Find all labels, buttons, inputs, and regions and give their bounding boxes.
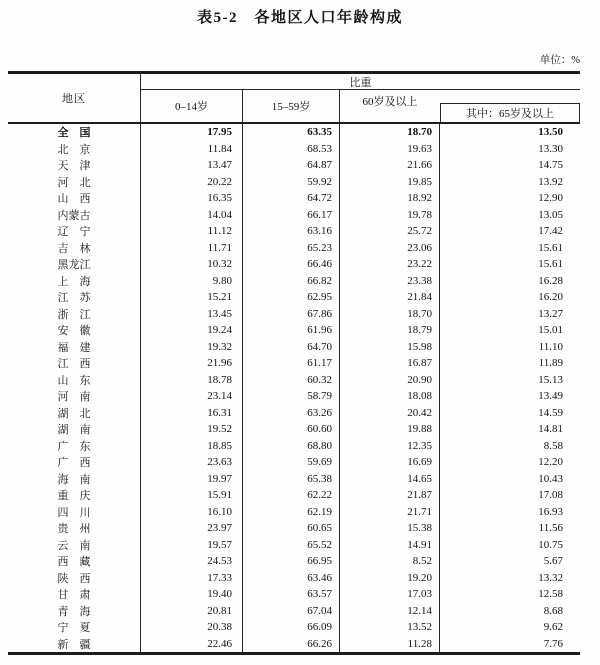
value-cell: 11.89 bbox=[538, 357, 563, 370]
value-cell: 66.17 bbox=[243, 207, 340, 224]
value-cell: 25.72 bbox=[340, 223, 440, 240]
region-name: 辽 宁 bbox=[57, 226, 91, 239]
value-cell: 15.91 bbox=[141, 487, 243, 504]
value-cell: 21.84 bbox=[340, 289, 440, 306]
table-row bbox=[8, 190, 580, 207]
value-cell: 62.95 bbox=[243, 289, 340, 306]
value-cell: 19.63 bbox=[340, 141, 440, 158]
value-cell: 61.96 bbox=[243, 322, 340, 339]
value-cell: 16.87 bbox=[340, 355, 440, 372]
region-cell bbox=[8, 636, 141, 653]
region-cell bbox=[8, 240, 141, 257]
region-name: 贵 州 bbox=[57, 523, 91, 536]
region-cell bbox=[8, 306, 141, 323]
table-row bbox=[8, 603, 580, 620]
table-row bbox=[8, 273, 580, 290]
value-cell: 20.81 bbox=[141, 603, 243, 620]
value-cell: 12.35 bbox=[340, 438, 440, 455]
region-cell bbox=[8, 289, 141, 306]
value-cell: 10.75 bbox=[538, 538, 563, 551]
header-cell-65-plus-wrap bbox=[440, 90, 580, 122]
proportion-group-cell: 比重 bbox=[141, 74, 580, 90]
region-name: 浙 江 bbox=[57, 308, 91, 321]
region-cell bbox=[8, 157, 141, 174]
value-cell: 19.78 bbox=[340, 207, 440, 224]
value-cell: 16.20 bbox=[538, 291, 563, 304]
value-cell: 13.49 bbox=[538, 390, 563, 403]
region-cell bbox=[8, 471, 141, 488]
value-cell: 19.40 bbox=[141, 586, 243, 603]
region-cell bbox=[8, 273, 141, 290]
value-cell: 63.16 bbox=[243, 223, 340, 240]
value-cell: 12.58 bbox=[538, 588, 563, 601]
value-cell: 66.26 bbox=[243, 636, 340, 653]
value-cell: 20.22 bbox=[141, 174, 243, 191]
value-cell: 68.53 bbox=[243, 141, 340, 158]
value-cell: 12.20 bbox=[538, 456, 563, 469]
value-cell: 9.80 bbox=[141, 273, 243, 290]
region-name: 山 西 bbox=[57, 193, 91, 206]
value-cell: 11.10 bbox=[538, 340, 563, 353]
value-cell: 10.32 bbox=[141, 256, 243, 273]
unit-label: 单位：% bbox=[539, 55, 580, 66]
value-cell: 8.58 bbox=[543, 439, 563, 452]
value-cell: 5.67 bbox=[543, 555, 563, 568]
value-cell: 23.97 bbox=[141, 520, 243, 537]
value-cell: 11.12 bbox=[141, 223, 243, 240]
value-cell: 18.70 bbox=[340, 124, 440, 141]
header-cell-65-plus: 其中：65岁及以上 bbox=[440, 103, 580, 122]
value-cell: 18.92 bbox=[340, 190, 440, 207]
value-cell: 20.42 bbox=[340, 405, 440, 422]
value-cell: 16.10 bbox=[141, 504, 243, 521]
region-cell bbox=[8, 504, 141, 521]
region-name: 山 东 bbox=[57, 374, 91, 387]
region-cell bbox=[8, 405, 141, 422]
region-cell bbox=[8, 570, 141, 587]
value-cell: 14.65 bbox=[340, 471, 440, 488]
value-cell: 63.46 bbox=[243, 570, 340, 587]
value-cell: 16.35 bbox=[141, 190, 243, 207]
value-cell: 19.24 bbox=[141, 322, 243, 339]
value-cell: 21.71 bbox=[340, 504, 440, 521]
region-name: 河 北 bbox=[57, 176, 91, 189]
value-cell: 23.38 bbox=[340, 273, 440, 290]
value-cell: 23.22 bbox=[340, 256, 440, 273]
region-name: 陕 西 bbox=[57, 572, 91, 585]
header-cell-15-59: 15–59岁 bbox=[243, 90, 340, 122]
region-name: 福 建 bbox=[57, 341, 91, 354]
table-row bbox=[8, 586, 580, 603]
value-cell: 7.76 bbox=[543, 637, 563, 650]
region-name: 天 津 bbox=[57, 160, 91, 173]
region-name: 江 苏 bbox=[57, 292, 91, 305]
value-cell: 14.75 bbox=[538, 159, 563, 172]
region-name: 北 京 bbox=[57, 143, 91, 156]
value-cell: 15.98 bbox=[340, 339, 440, 356]
value-cell: 11.56 bbox=[538, 522, 563, 535]
region-name: 吉 林 bbox=[57, 242, 91, 255]
table-row bbox=[8, 537, 580, 554]
region-cell bbox=[8, 141, 141, 158]
value-cell: 58.79 bbox=[243, 388, 340, 405]
value-cell: 62.19 bbox=[243, 504, 340, 521]
value-cell: 64.87 bbox=[243, 157, 340, 174]
region-cell bbox=[8, 586, 141, 603]
value-cell: 15.61 bbox=[538, 241, 563, 254]
value-cell: 66.95 bbox=[243, 553, 340, 570]
table-row bbox=[8, 570, 580, 587]
value-cell: 12.14 bbox=[340, 603, 440, 620]
region-cell bbox=[8, 322, 141, 339]
value-cell: 16.93 bbox=[538, 505, 563, 518]
value-cell: 60.32 bbox=[243, 372, 340, 389]
value-cell: 19.20 bbox=[340, 570, 440, 587]
value-cell: 14.04 bbox=[141, 207, 243, 224]
region-cell bbox=[8, 421, 141, 438]
region-name: 甘 肃 bbox=[57, 589, 91, 602]
region-cell bbox=[8, 355, 141, 372]
region-cell bbox=[8, 619, 141, 636]
table-row bbox=[8, 256, 580, 273]
table-row bbox=[8, 355, 580, 372]
value-cell: 15.38 bbox=[340, 520, 440, 537]
table-row bbox=[8, 454, 580, 471]
page-title: 表5-2 各地区人口年龄构成 bbox=[197, 10, 403, 26]
region-cell bbox=[8, 372, 141, 389]
region-cell bbox=[8, 124, 141, 141]
value-cell: 66.09 bbox=[243, 619, 340, 636]
region-header-cell: 地区 bbox=[8, 74, 141, 122]
value-cell: 13.30 bbox=[538, 142, 563, 155]
table-row bbox=[8, 520, 580, 537]
header-cell-60-plus: 60岁及以上 bbox=[362, 96, 418, 108]
region-name: 全 国 bbox=[57, 127, 91, 140]
value-cell: 8.52 bbox=[340, 553, 440, 570]
value-cell: 15.21 bbox=[141, 289, 243, 306]
value-cell: 18.08 bbox=[340, 388, 440, 405]
region-cell bbox=[8, 256, 141, 273]
value-cell: 19.85 bbox=[340, 174, 440, 191]
value-cell: 11.71 bbox=[141, 240, 243, 257]
value-cell: 20.90 bbox=[340, 372, 440, 389]
value-cell: 17.03 bbox=[340, 586, 440, 603]
region-cell bbox=[8, 223, 141, 240]
table-row bbox=[8, 421, 580, 438]
value-cell: 15.13 bbox=[538, 373, 563, 386]
region-cell bbox=[8, 388, 141, 405]
table-row bbox=[8, 289, 580, 306]
value-cell: 13.27 bbox=[538, 307, 563, 320]
value-cell: 18.78 bbox=[141, 372, 243, 389]
value-cell: 23.63 bbox=[141, 454, 243, 471]
value-cell: 21.96 bbox=[141, 355, 243, 372]
table-row bbox=[8, 240, 580, 257]
value-cell: 65.38 bbox=[243, 471, 340, 488]
region-name: 四 川 bbox=[57, 506, 91, 519]
table-row bbox=[8, 405, 580, 422]
table-row bbox=[8, 322, 580, 339]
value-cell: 18.85 bbox=[141, 438, 243, 455]
value-cell: 18.70 bbox=[340, 306, 440, 323]
region-cell bbox=[8, 487, 141, 504]
value-cell: 13.50 bbox=[538, 126, 563, 139]
region-cell bbox=[8, 174, 141, 191]
proportion-header-group bbox=[141, 74, 580, 122]
region-name: 云 南 bbox=[57, 539, 91, 552]
value-cell: 23.14 bbox=[141, 388, 243, 405]
value-cell: 11.28 bbox=[340, 636, 440, 653]
value-cell: 18.79 bbox=[340, 322, 440, 339]
value-cell: 67.86 bbox=[243, 306, 340, 323]
value-cell: 17.33 bbox=[141, 570, 243, 587]
region-name: 宁 夏 bbox=[57, 622, 91, 635]
region-name: 湖 北 bbox=[57, 407, 91, 420]
table-row bbox=[8, 306, 580, 323]
table-row bbox=[8, 553, 580, 570]
value-cell: 66.46 bbox=[243, 256, 340, 273]
table-row bbox=[8, 174, 580, 191]
region-name: 内蒙古 bbox=[57, 209, 91, 222]
region-cell bbox=[8, 537, 141, 554]
region-name: 江 西 bbox=[57, 358, 91, 371]
value-cell: 14.59 bbox=[538, 406, 563, 419]
value-cell: 60.65 bbox=[243, 520, 340, 537]
value-cell: 12.90 bbox=[538, 192, 563, 205]
region-cell bbox=[8, 454, 141, 471]
table-header bbox=[8, 74, 580, 124]
value-cell: 21.87 bbox=[340, 487, 440, 504]
region-name: 安 徽 bbox=[57, 325, 91, 338]
region-cell bbox=[8, 339, 141, 356]
value-cell: 17.42 bbox=[538, 225, 563, 238]
value-cell: 19.88 bbox=[340, 421, 440, 438]
value-cell: 21.66 bbox=[340, 157, 440, 174]
value-cell: 17.08 bbox=[538, 489, 563, 502]
value-cell: 65.23 bbox=[243, 240, 340, 257]
value-cell: 13.47 bbox=[141, 157, 243, 174]
value-cell: 9.62 bbox=[543, 621, 563, 634]
table-row bbox=[8, 388, 580, 405]
region-name: 河 南 bbox=[57, 391, 91, 404]
value-cell: 61.17 bbox=[243, 355, 340, 372]
value-cell: 15.01 bbox=[538, 324, 563, 337]
value-cell: 66.82 bbox=[243, 273, 340, 290]
table-row bbox=[8, 223, 580, 240]
value-cell: 15.61 bbox=[538, 258, 563, 271]
value-cell: 20.38 bbox=[141, 619, 243, 636]
table-row bbox=[8, 438, 580, 455]
value-cell: 65.52 bbox=[243, 537, 340, 554]
value-cell: 22.46 bbox=[141, 636, 243, 653]
table-row bbox=[8, 141, 580, 158]
value-cell: 13.05 bbox=[538, 208, 563, 221]
value-cell: 64.72 bbox=[243, 190, 340, 207]
region-cell bbox=[8, 190, 141, 207]
value-cell: 24.53 bbox=[141, 553, 243, 570]
value-cell: 13.92 bbox=[538, 175, 563, 188]
value-cell: 16.28 bbox=[538, 274, 563, 287]
table-body bbox=[8, 124, 580, 652]
table-row bbox=[8, 372, 580, 389]
table-row bbox=[8, 339, 580, 356]
value-cell: 62.22 bbox=[243, 487, 340, 504]
table-row bbox=[8, 124, 580, 141]
region-name: 海 南 bbox=[57, 473, 91, 486]
region-name: 广 西 bbox=[57, 457, 91, 470]
region-name: 湖 南 bbox=[57, 424, 91, 437]
value-cell: 23.06 bbox=[340, 240, 440, 257]
value-cell: 16.69 bbox=[340, 454, 440, 471]
value-cell: 16.31 bbox=[141, 405, 243, 422]
value-cell: 60.60 bbox=[243, 421, 340, 438]
region-name: 上 海 bbox=[57, 275, 91, 288]
region-name: 西 藏 bbox=[57, 556, 91, 569]
value-cell: 63.57 bbox=[243, 586, 340, 603]
region-cell bbox=[8, 520, 141, 537]
table-row bbox=[8, 619, 580, 636]
region-name: 重 庆 bbox=[57, 490, 91, 503]
value-cell: 59.69 bbox=[243, 454, 340, 471]
region-name: 新 疆 bbox=[57, 638, 91, 651]
table-row bbox=[8, 487, 580, 504]
header-cell-0-14: 0–14岁 bbox=[141, 90, 243, 122]
age-composition-table bbox=[8, 71, 580, 655]
value-cell: 67.04 bbox=[243, 603, 340, 620]
value-cell: 17.95 bbox=[141, 124, 243, 141]
table-row bbox=[8, 471, 580, 488]
table-row bbox=[8, 207, 580, 224]
value-cell: 14.91 bbox=[340, 537, 440, 554]
table-row bbox=[8, 504, 580, 521]
region-cell bbox=[8, 207, 141, 224]
value-cell: 64.70 bbox=[243, 339, 340, 356]
value-cell: 13.32 bbox=[538, 571, 563, 584]
subheader-row bbox=[141, 90, 580, 122]
value-cell: 19.97 bbox=[141, 471, 243, 488]
value-cell: 13.52 bbox=[340, 619, 440, 636]
value-cell: 59.92 bbox=[243, 174, 340, 191]
value-cell: 19.32 bbox=[141, 339, 243, 356]
value-cell: 14.81 bbox=[538, 423, 563, 436]
value-cell: 8.68 bbox=[543, 604, 563, 617]
value-cell: 68.80 bbox=[243, 438, 340, 455]
region-name: 黑龙江 bbox=[57, 259, 91, 272]
value-cell: 63.35 bbox=[243, 124, 340, 141]
table-row bbox=[8, 636, 580, 653]
value-cell: 63.26 bbox=[243, 405, 340, 422]
region-cell bbox=[8, 438, 141, 455]
value-cell: 19.57 bbox=[141, 537, 243, 554]
value-cell: 11.84 bbox=[141, 141, 243, 158]
value-cell: 19.52 bbox=[141, 421, 243, 438]
value-cell: 10.43 bbox=[538, 472, 563, 485]
region-name: 广 东 bbox=[57, 440, 91, 453]
region-cell bbox=[8, 603, 141, 620]
value-cell: 13.45 bbox=[141, 306, 243, 323]
table-row bbox=[8, 157, 580, 174]
region-cell bbox=[8, 553, 141, 570]
region-name: 青 海 bbox=[57, 605, 91, 618]
